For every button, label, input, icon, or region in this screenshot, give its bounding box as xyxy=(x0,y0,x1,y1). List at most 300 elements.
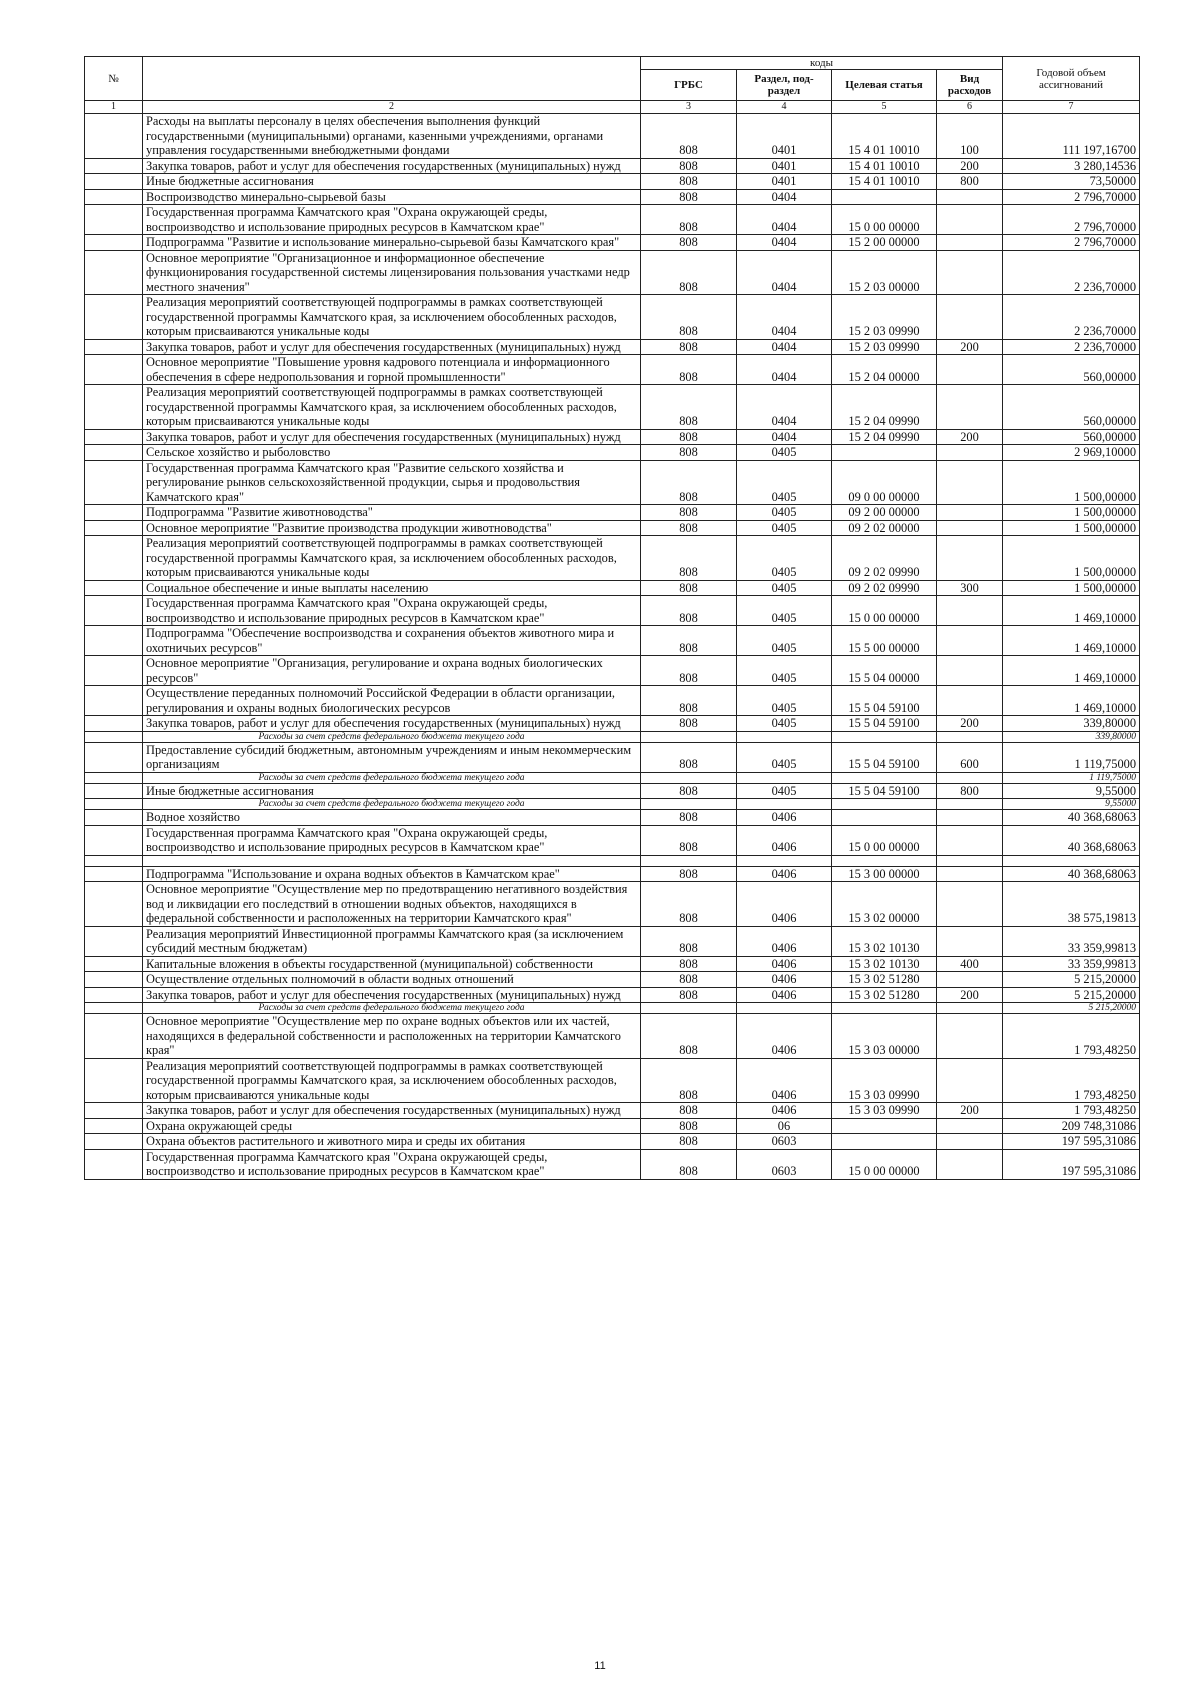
cell-number xyxy=(85,799,143,810)
column-number: 1 xyxy=(85,101,143,114)
cell-target-article xyxy=(832,1134,937,1150)
cell-expense-type xyxy=(937,536,1003,581)
cell-amount: 560,00000 xyxy=(1003,385,1140,430)
cell-number xyxy=(85,626,143,656)
cell-grbs: 808 xyxy=(641,742,737,772)
header-target-article: Целевая статья xyxy=(832,70,937,101)
cell-razdel: 06 xyxy=(737,1118,832,1134)
table-row xyxy=(85,783,1140,799)
cell-name: Реализация мероприятий соответствующей подпрограммы в рамках соответствующей государственной программы Камчатского края, за исключением обособленных расходов, которым присваиваются уникальные коды xyxy=(143,536,641,581)
cell-grbs xyxy=(641,799,737,810)
cell-number xyxy=(85,429,143,445)
cell-target-article: 15 3 03 09990 xyxy=(832,1103,937,1119)
cell-name: Основное мероприятие "Организационное и информационное обеспечение функционирования государственной системы лицензирования пользования участками недр местного значения" xyxy=(143,250,641,295)
cell-razdel: 0406 xyxy=(737,987,832,1003)
cell-name: Охрана окружающей среды xyxy=(143,1118,641,1134)
cell-name: Социальное обеспечение и иные выплаты населению xyxy=(143,580,641,596)
federal-funds-row xyxy=(85,731,1140,742)
cell-number xyxy=(85,810,143,826)
cell-amount: 560,00000 xyxy=(1003,355,1140,385)
cell-target-article xyxy=(832,731,937,742)
cell-expense-type xyxy=(937,772,1003,783)
cell-amount: 2 796,70000 xyxy=(1003,235,1140,251)
table-row xyxy=(85,656,1140,686)
cell-razdel: 0406 xyxy=(737,882,832,927)
table-row xyxy=(85,956,1140,972)
cell-number xyxy=(85,1014,143,1059)
cell-name: Закупка товаров, работ и услуг для обеспечения государственных (муниципальных) нужд xyxy=(143,987,641,1003)
page-number: 11 xyxy=(594,1660,606,1672)
cell-name: Иные бюджетные ассигнования xyxy=(143,174,641,190)
cell-number xyxy=(85,1103,143,1119)
cell-amount: 197 595,31086 xyxy=(1003,1149,1140,1179)
table-row xyxy=(85,987,1140,1003)
cell-grbs: 808 xyxy=(641,339,737,355)
cell-razdel xyxy=(737,731,832,742)
cell-grbs: 808 xyxy=(641,1103,737,1119)
cell-name: Расходы за счет средств федерального бюджета текущего года xyxy=(143,772,641,783)
cell-amount: 1 500,00000 xyxy=(1003,580,1140,596)
spacer-row xyxy=(85,855,1140,866)
cell-target-article: 15 2 03 00000 xyxy=(832,250,937,295)
cell-number xyxy=(85,158,143,174)
cell-target-article: 15 2 04 00000 xyxy=(832,355,937,385)
table-row xyxy=(85,295,1140,340)
cell-grbs: 808 xyxy=(641,926,737,956)
cell-name: Государственная программа Камчатского края "Охрана окружающей среды, воспроизводство и использование природных ресурсов в Камчатском крае" xyxy=(143,205,641,235)
cell-grbs: 808 xyxy=(641,114,737,159)
cell-expense-type xyxy=(937,235,1003,251)
cell-razdel: 0405 xyxy=(737,460,832,505)
cell-grbs: 808 xyxy=(641,235,737,251)
cell-name: Предоставление субсидий бюджетным, автономным учреждениям и иным некоммерческим организациям xyxy=(143,742,641,772)
table-row xyxy=(85,580,1140,596)
cell-expense-type xyxy=(937,626,1003,656)
cell-number xyxy=(85,882,143,927)
cell-expense-type: 200 xyxy=(937,158,1003,174)
cell-expense-type xyxy=(937,731,1003,742)
cell-name: Закупка товаров, работ и услуг для обеспечения государственных (муниципальных) нужд xyxy=(143,716,641,732)
cell-target-article: 15 5 04 59100 xyxy=(832,783,937,799)
header-grbs: ГРБС xyxy=(641,70,737,101)
cell-name: Закупка товаров, работ и услуг для обеспечения государственных (муниципальных) нужд xyxy=(143,1103,641,1119)
cell-amount: 40 368,68063 xyxy=(1003,825,1140,855)
table-row xyxy=(85,972,1140,988)
cell-target-article: 15 4 01 10010 xyxy=(832,174,937,190)
table-row xyxy=(85,596,1140,626)
cell-amount: 9,55000 xyxy=(1003,783,1140,799)
cell-name: Основное мероприятие "Осуществление мер по предотвращению негативного воздействия вод и ликвидации его последствий в отношении водных объектов, находящихся в федеральной собственности и расположенных на территории Камчатского края" xyxy=(143,882,641,927)
table-row xyxy=(85,716,1140,732)
cell-grbs: 808 xyxy=(641,174,737,190)
cell-target-article: 15 3 02 51280 xyxy=(832,987,937,1003)
cell-name: Расходы за счет средств федерального бюджета текущего года xyxy=(143,731,641,742)
table-row xyxy=(85,429,1140,445)
cell-number xyxy=(85,772,143,783)
table-row xyxy=(85,1118,1140,1134)
cell-amount: 1 793,48250 xyxy=(1003,1103,1140,1119)
cell-razdel: 0404 xyxy=(737,250,832,295)
column-number: 5 xyxy=(832,101,937,114)
cell-razdel: 0603 xyxy=(737,1149,832,1179)
cell-target-article: 15 5 04 59100 xyxy=(832,716,937,732)
cell-grbs: 808 xyxy=(641,385,737,430)
cell-target-article: 15 3 03 09990 xyxy=(832,1058,937,1103)
cell-amount: 5 215,20000 xyxy=(1003,972,1140,988)
cell-expense-type xyxy=(937,1149,1003,1179)
cell-expense-type: 600 xyxy=(937,742,1003,772)
cell-name: Закупка товаров, работ и услуг для обеспечения государственных (муниципальных) нужд xyxy=(143,429,641,445)
cell-razdel: 0406 xyxy=(737,866,832,882)
cell-expense-type: 200 xyxy=(937,429,1003,445)
cell-expense-type xyxy=(937,656,1003,686)
cell-number xyxy=(85,385,143,430)
cell-target-article: 15 4 01 10010 xyxy=(832,158,937,174)
table-row xyxy=(85,1058,1140,1103)
cell-name: Основное мероприятие "Осуществление мер по охране водных объектов или их частей, находящихся в федеральной собственности и расположенных на территории Камчатского края" xyxy=(143,1014,641,1059)
cell-name: Осуществление отдельных полномочий в области водных отношений xyxy=(143,972,641,988)
cell-name: Государственная программа Камчатского края "Развитие сельского хозяйства и регулирование рынков сельскохозяйственной продукции, сырья и продовольствия Камчатского края" xyxy=(143,460,641,505)
cell-number xyxy=(85,783,143,799)
cell-expense-type: 200 xyxy=(937,716,1003,732)
table-row xyxy=(85,339,1140,355)
cell-number xyxy=(85,339,143,355)
table-row xyxy=(85,1014,1140,1059)
table-row xyxy=(85,742,1140,772)
cell-target-article xyxy=(832,1118,937,1134)
cell-number xyxy=(85,505,143,521)
cell-number xyxy=(85,1058,143,1103)
cell-amount: 209 748,31086 xyxy=(1003,1118,1140,1134)
cell-grbs: 808 xyxy=(641,1058,737,1103)
cell-expense-type: 800 xyxy=(937,783,1003,799)
cell-target-article xyxy=(832,445,937,461)
cell-grbs: 808 xyxy=(641,505,737,521)
federal-funds-row xyxy=(85,772,1140,783)
table-row xyxy=(85,1103,1140,1119)
cell-amount: 1 500,00000 xyxy=(1003,505,1140,521)
cell-number xyxy=(85,460,143,505)
table-row xyxy=(85,205,1140,235)
cell-razdel: 0603 xyxy=(737,1134,832,1150)
cell-grbs: 808 xyxy=(641,987,737,1003)
cell-amount: 560,00000 xyxy=(1003,429,1140,445)
cell-target-article: 15 4 01 10010 xyxy=(832,114,937,159)
cell-amount: 2 796,70000 xyxy=(1003,205,1140,235)
cell-number xyxy=(85,1003,143,1014)
cell-grbs: 808 xyxy=(641,866,737,882)
cell-grbs: 808 xyxy=(641,158,737,174)
table-row xyxy=(85,825,1140,855)
cell-target-article: 15 2 00 00000 xyxy=(832,235,937,251)
cell-razdel: 0405 xyxy=(737,580,832,596)
spacer-cell xyxy=(641,855,737,866)
cell-razdel: 0405 xyxy=(737,626,832,656)
cell-target-article xyxy=(832,1003,937,1014)
cell-name: Государственная программа Камчатского края "Охрана окружающей среды, воспроизводство и использование природных ресурсов в Камчатском крае" xyxy=(143,596,641,626)
cell-expense-type xyxy=(937,520,1003,536)
cell-number xyxy=(85,355,143,385)
cell-grbs: 808 xyxy=(641,1014,737,1059)
cell-target-article: 15 2 04 09990 xyxy=(832,385,937,430)
cell-target-article: 09 0 00 00000 xyxy=(832,460,937,505)
cell-expense-type xyxy=(937,189,1003,205)
table-row xyxy=(85,1149,1140,1179)
cell-grbs: 808 xyxy=(641,686,737,716)
cell-target-article: 09 2 02 00000 xyxy=(832,520,937,536)
cell-razdel: 0404 xyxy=(737,355,832,385)
cell-name: Расходы на выплаты персоналу в целях обеспечения выполнения функций государственными (муниципальными) органами, казенными учреждениями, органами управления государственными внебюджетными фондами xyxy=(143,114,641,159)
cell-grbs: 808 xyxy=(641,295,737,340)
cell-expense-type xyxy=(937,1014,1003,1059)
cell-amount: 33 359,99813 xyxy=(1003,956,1140,972)
cell-name: Реализация мероприятий соответствующей подпрограммы в рамках соответствующей государственной программы Камчатского края, за исключением обособленных расходов, которым присваиваются уникальные коды xyxy=(143,1058,641,1103)
spacer-cell xyxy=(143,855,641,866)
cell-razdel: 0405 xyxy=(737,686,832,716)
federal-funds-row xyxy=(85,799,1140,810)
cell-name: Закупка товаров, работ и услуг для обеспечения государственных (муниципальных) нужд xyxy=(143,339,641,355)
cell-name: Основное мероприятие "Развитие производства продукции животноводства" xyxy=(143,520,641,536)
cell-grbs: 808 xyxy=(641,355,737,385)
cell-amount: 9,55000 xyxy=(1003,799,1140,810)
cell-expense-type: 200 xyxy=(937,1103,1003,1119)
cell-razdel: 0405 xyxy=(737,536,832,581)
cell-target-article: 15 3 02 10130 xyxy=(832,926,937,956)
cell-amount: 1 469,10000 xyxy=(1003,656,1140,686)
cell-expense-type xyxy=(937,799,1003,810)
table-row xyxy=(85,810,1140,826)
cell-expense-type xyxy=(937,355,1003,385)
cell-razdel: 0406 xyxy=(737,926,832,956)
cell-razdel: 0404 xyxy=(737,385,832,430)
table-row xyxy=(85,189,1140,205)
cell-target-article: 15 2 03 09990 xyxy=(832,339,937,355)
cell-amount: 1 469,10000 xyxy=(1003,686,1140,716)
cell-number xyxy=(85,825,143,855)
cell-name: Капитальные вложения в объекты государственной (муниципальной) собственности xyxy=(143,956,641,972)
table-row xyxy=(85,114,1140,159)
table-row xyxy=(85,174,1140,190)
cell-name: Государственная программа Камчатского края "Охрана окружающей среды, воспроизводство и использование природных ресурсов в Камчатском крае" xyxy=(143,1149,641,1179)
table-row xyxy=(85,882,1140,927)
cell-number xyxy=(85,295,143,340)
cell-name: Воспроизводство минерально-сырьевой базы xyxy=(143,189,641,205)
cell-expense-type xyxy=(937,866,1003,882)
cell-expense-type xyxy=(937,972,1003,988)
cell-grbs: 808 xyxy=(641,1118,737,1134)
cell-razdel: 0406 xyxy=(737,1058,832,1103)
cell-expense-type: 200 xyxy=(937,987,1003,1003)
cell-number xyxy=(85,114,143,159)
cell-grbs: 808 xyxy=(641,1134,737,1150)
cell-amount: 1 500,00000 xyxy=(1003,536,1140,581)
cell-grbs: 808 xyxy=(641,429,737,445)
cell-razdel: 0405 xyxy=(737,656,832,686)
cell-grbs: 808 xyxy=(641,626,737,656)
header-razdel: Раздел, под-раздел xyxy=(737,70,832,101)
column-number: 6 xyxy=(937,101,1003,114)
cell-razdel: 0401 xyxy=(737,158,832,174)
cell-expense-type xyxy=(937,445,1003,461)
cell-number xyxy=(85,926,143,956)
cell-name: Охрана объектов растительного и животного мира и среды их обитания xyxy=(143,1134,641,1150)
cell-name: Закупка товаров, работ и услуг для обеспечения государственных (муниципальных) нужд xyxy=(143,158,641,174)
cell-amount: 1 469,10000 xyxy=(1003,626,1140,656)
cell-name: Основное мероприятие "Повышение уровня кадрового потенциала и информационного обеспечения в сфере недропользования и горной промышленности" xyxy=(143,355,641,385)
cell-name: Водное хозяйство xyxy=(143,810,641,826)
cell-razdel xyxy=(737,772,832,783)
cell-razdel xyxy=(737,799,832,810)
cell-razdel: 0405 xyxy=(737,596,832,626)
table-header xyxy=(85,57,1140,114)
column-number: 3 xyxy=(641,101,737,114)
cell-expense-type xyxy=(937,1118,1003,1134)
budget-table-container xyxy=(84,56,1139,1180)
cell-razdel: 0406 xyxy=(737,1103,832,1119)
cell-name: Сельское хозяйство и рыболовство xyxy=(143,445,641,461)
table-row xyxy=(85,926,1140,956)
column-number: 2 xyxy=(143,101,641,114)
cell-razdel: 0404 xyxy=(737,205,832,235)
cell-name: Основное мероприятие "Организация, регулирование и охрана водных биологических ресурсов" xyxy=(143,656,641,686)
cell-target-article xyxy=(832,772,937,783)
cell-amount: 2 796,70000 xyxy=(1003,189,1140,205)
cell-number xyxy=(85,520,143,536)
cell-amount: 1 500,00000 xyxy=(1003,460,1140,505)
cell-grbs: 808 xyxy=(641,783,737,799)
cell-number xyxy=(85,536,143,581)
cell-amount: 111 197,16700 xyxy=(1003,114,1140,159)
cell-razdel: 0404 xyxy=(737,235,832,251)
cell-number xyxy=(85,686,143,716)
cell-target-article xyxy=(832,810,937,826)
cell-target-article: 15 3 00 00000 xyxy=(832,866,937,882)
cell-number xyxy=(85,987,143,1003)
header-name xyxy=(143,57,641,101)
cell-number xyxy=(85,716,143,732)
cell-grbs: 808 xyxy=(641,716,737,732)
cell-expense-type: 100 xyxy=(937,114,1003,159)
cell-target-article: 15 0 00 00000 xyxy=(832,825,937,855)
table-row xyxy=(85,445,1140,461)
cell-grbs: 808 xyxy=(641,656,737,686)
cell-name: Подпрограмма "Развитие животноводства" xyxy=(143,505,641,521)
cell-amount: 3 280,14536 xyxy=(1003,158,1140,174)
cell-target-article: 15 3 02 00000 xyxy=(832,882,937,927)
cell-number xyxy=(85,250,143,295)
cell-razdel: 0406 xyxy=(737,956,832,972)
cell-amount: 2 236,70000 xyxy=(1003,295,1140,340)
cell-expense-type xyxy=(937,686,1003,716)
cell-razdel: 0401 xyxy=(737,114,832,159)
cell-target-article: 15 5 04 00000 xyxy=(832,656,937,686)
cell-amount: 1 793,48250 xyxy=(1003,1014,1140,1059)
cell-name: Подпрограмма "Развитие и использование минерально-сырьевой базы Камчатского края" xyxy=(143,235,641,251)
cell-number xyxy=(85,1149,143,1179)
cell-grbs: 808 xyxy=(641,596,737,626)
table-row xyxy=(85,250,1140,295)
cell-amount: 197 595,31086 xyxy=(1003,1134,1140,1150)
cell-expense-type xyxy=(937,385,1003,430)
cell-grbs: 808 xyxy=(641,972,737,988)
cell-razdel: 0406 xyxy=(737,810,832,826)
cell-grbs: 808 xyxy=(641,810,737,826)
cell-expense-type: 300 xyxy=(937,580,1003,596)
cell-grbs: 808 xyxy=(641,189,737,205)
table-row xyxy=(85,536,1140,581)
table-row xyxy=(85,520,1140,536)
cell-expense-type xyxy=(937,596,1003,626)
spacer-cell xyxy=(832,855,937,866)
cell-expense-type xyxy=(937,1058,1003,1103)
cell-razdel: 0406 xyxy=(737,825,832,855)
table-row xyxy=(85,505,1140,521)
cell-razdel: 0406 xyxy=(737,972,832,988)
cell-grbs: 808 xyxy=(641,445,737,461)
cell-razdel: 0405 xyxy=(737,505,832,521)
cell-grbs: 808 xyxy=(641,205,737,235)
cell-grbs xyxy=(641,731,737,742)
cell-target-article: 15 2 03 09990 xyxy=(832,295,937,340)
header-annual-volume: Годовой объем ассигнований xyxy=(1003,57,1140,101)
cell-razdel: 0404 xyxy=(737,295,832,340)
cell-amount: 40 368,68063 xyxy=(1003,866,1140,882)
cell-razdel: 0404 xyxy=(737,339,832,355)
cell-amount: 1 119,75000 xyxy=(1003,772,1140,783)
cell-grbs: 808 xyxy=(641,520,737,536)
cell-target-article: 15 2 04 09990 xyxy=(832,429,937,445)
cell-name: Подпрограмма "Использование и охрана водных объектов в Камчатском крае" xyxy=(143,866,641,882)
cell-target-article: 15 5 00 00000 xyxy=(832,626,937,656)
cell-razdel: 0405 xyxy=(737,520,832,536)
cell-target-article: 15 0 00 00000 xyxy=(832,205,937,235)
cell-razdel: 0405 xyxy=(737,742,832,772)
cell-amount: 339,80000 xyxy=(1003,731,1140,742)
cell-expense-type xyxy=(937,926,1003,956)
cell-amount: 1 793,48250 xyxy=(1003,1058,1140,1103)
federal-funds-row xyxy=(85,1003,1140,1014)
cell-expense-type xyxy=(937,810,1003,826)
header-expense-type: Вид расходов xyxy=(937,70,1003,101)
cell-target-article: 09 2 02 09990 xyxy=(832,580,937,596)
cell-number xyxy=(85,972,143,988)
cell-amount: 5 215,20000 xyxy=(1003,1003,1140,1014)
cell-grbs: 808 xyxy=(641,460,737,505)
cell-number xyxy=(85,174,143,190)
cell-target-article: 09 2 00 00000 xyxy=(832,505,937,521)
header-number: № xyxy=(85,57,143,101)
cell-grbs: 808 xyxy=(641,580,737,596)
cell-number xyxy=(85,235,143,251)
table-row xyxy=(85,460,1140,505)
cell-expense-type xyxy=(937,505,1003,521)
cell-amount: 40 368,68063 xyxy=(1003,810,1140,826)
cell-number xyxy=(85,445,143,461)
cell-target-article: 15 5 04 59100 xyxy=(832,686,937,716)
cell-grbs: 808 xyxy=(641,825,737,855)
cell-name: Иные бюджетные ассигнования xyxy=(143,783,641,799)
cell-expense-type: 800 xyxy=(937,174,1003,190)
cell-razdel: 0404 xyxy=(737,189,832,205)
cell-number xyxy=(85,1134,143,1150)
cell-grbs: 808 xyxy=(641,536,737,581)
cell-amount: 33 359,99813 xyxy=(1003,926,1140,956)
cell-grbs: 808 xyxy=(641,882,737,927)
column-number: 7 xyxy=(1003,101,1140,114)
cell-target-article: 15 3 03 00000 xyxy=(832,1014,937,1059)
cell-expense-type xyxy=(937,1134,1003,1150)
cell-amount: 2 969,10000 xyxy=(1003,445,1140,461)
